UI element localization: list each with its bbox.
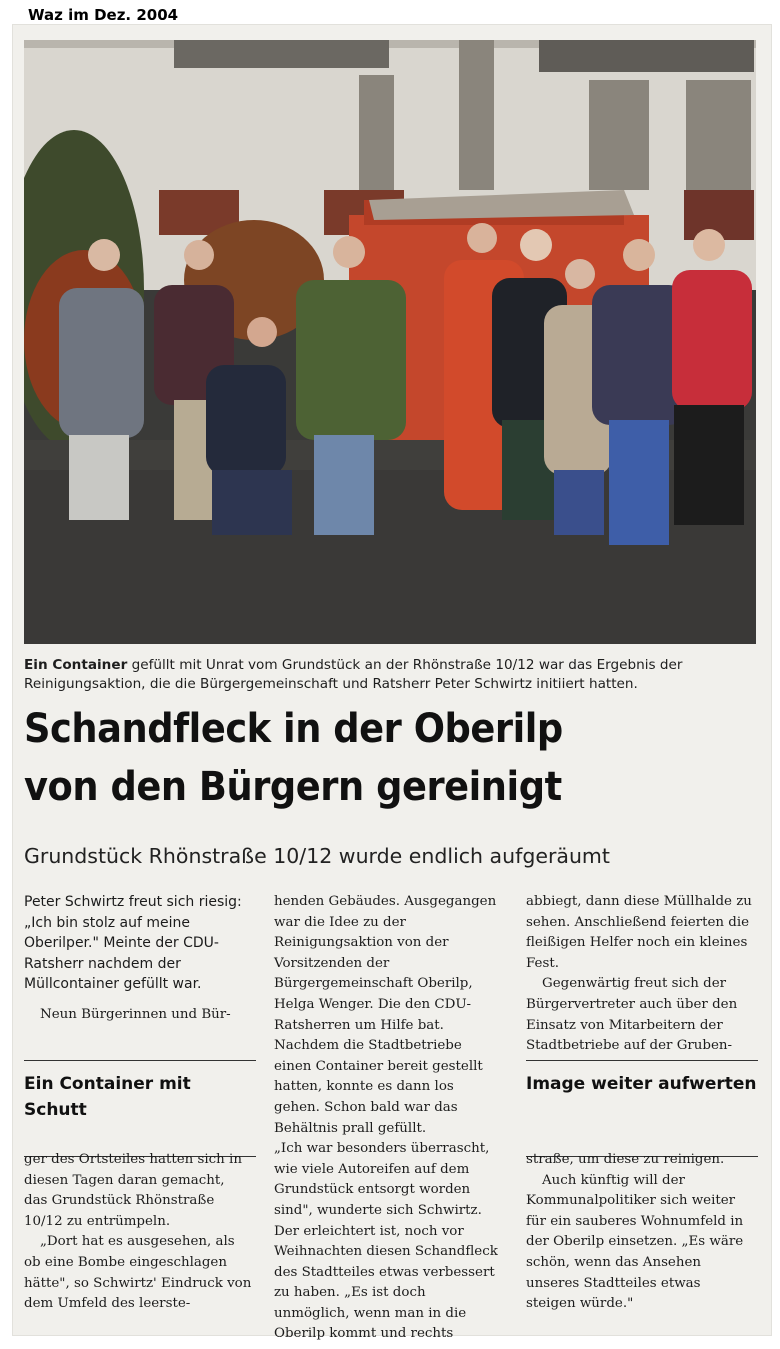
subheadline: Grundstück Rhönstraße 10/12 wurde endlich aufgeräumt	[24, 844, 610, 868]
article-paragraph: Auch künftig will der Kommunalpolitiker sich weiter für ein sauberes Wohnumfeld in der Oberilp einsetzen. „Es wäre schön, wenn das Ansehen unseres Stadtteiles etwas steigen würde."	[526, 1172, 744, 1312]
article-column-3-continued	[526, 1150, 754, 1315]
group-photo-icon	[24, 40, 756, 644]
group-photo	[24, 40, 756, 644]
article-paragraph: henden Gebäudes. Ausgegangen war die Idee zu der Reinigungsaktion von der Vorsitzenden der Bürgergemeinschaft Oberilp, Helga Wenger. Die den CDU-Ratsherren um Hilfe bat. Nachdem die Stadtbetriebe einen Container bereit gestellt hatten, konnte es dann los gehen. Schon bald war das Behältnis prall gefüllt.	[274, 894, 497, 1136]
article-paragraph: straße, um diese zu reinigen.	[526, 1152, 725, 1167]
caption-lead: Ein Container	[24, 657, 128, 673]
article-paragraph: Neun Bürgerinnen und Bür-	[40, 1006, 231, 1022]
headline-line-1: Schandfleck in der Oberilp	[24, 706, 563, 752]
article-paragraph: „Dort hat es ausgesehen, als ob eine Bombe eingeschlagen hätte", so Schwirtz' Eindruck von dem Umfeld des leerste-	[24, 1234, 252, 1312]
caption-text: gefüllt mit Unrat vom Grundstück an der Rhönstraße 10/12 war das Ergebnis der Reinigungsaktion, die die Bürgergemeinschaft und Ratsherr Peter Schwirtz initiiert hatten.	[24, 657, 683, 692]
article-paragraph: „Ich war besonders überrascht, wie viele Autoreifen auf dem Grundstück entsorgt worden sind", wunderte sich Schwirtz. Der erleichtert ist, noch vor Weihnachten diesen Schandfleck des Stadtteiles etwas verbessert zu haben. „Es ist doch unmöglich, wenn man in die Oberilp kommt und rechts	[274, 1141, 498, 1342]
article-column-1-continued	[24, 1150, 252, 1315]
article-column-2	[274, 892, 502, 1345]
subheading-container: Ein Container mit Schutt	[24, 1060, 256, 1157]
headline	[24, 700, 760, 816]
article-lead: Peter Schwirtz freut sich riesig: „Ich bin stolz auf meine Oberilper." Meinte der CDU-Ratsherr nachdem der Müllcontainer gefüllt war.	[24, 894, 242, 993]
photo-caption	[24, 656, 759, 694]
article-paragraph: Gegenwärtig freut sich der Bürgervertreter auch über den Einsatz von Mitarbeitern der Stadtbetriebe auf der Gruben-	[526, 976, 738, 1054]
subheading-image: Image weiter aufwerten	[526, 1060, 758, 1157]
article-paragraph: ger des Ortsteiles hatten sich in diesen Tagen daran gemacht, das Grundstück Rhönstraße 10/12 zu entrümpeln.	[24, 1152, 242, 1229]
article-column-3	[526, 892, 754, 1057]
source-label: Waz im Dez. 2004	[28, 6, 179, 24]
article-column-1	[24, 892, 252, 1026]
headline-line-2: von den Bürgern gereinigt	[24, 764, 562, 810]
article-paragraph: abbiegt, dann diese Müllhalde zu sehen. Anschließend feierten die fleißigen Helfer noch ein kleines Fest.	[526, 894, 752, 971]
